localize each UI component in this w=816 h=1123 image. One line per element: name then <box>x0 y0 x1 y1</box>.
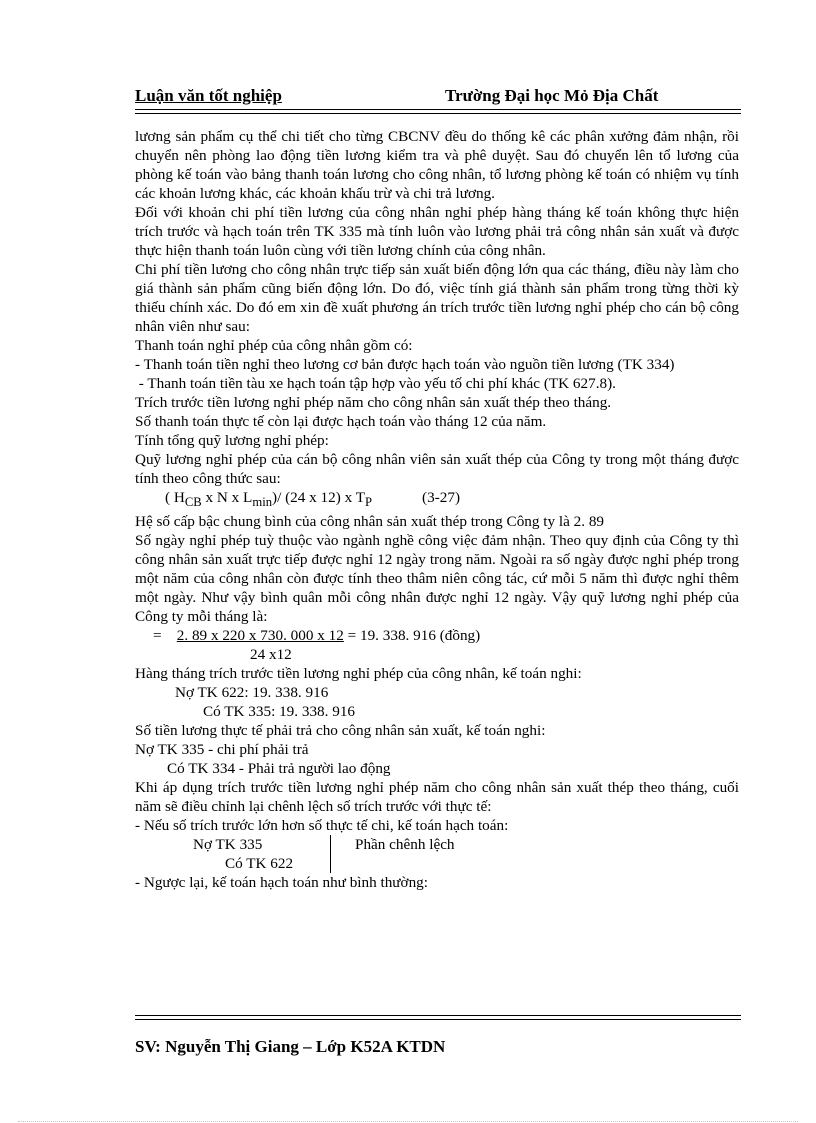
t-account-debit: Nợ TK 335 <box>193 836 263 854</box>
header-rule-bottom <box>135 113 741 114</box>
formula-3-27: ( $H_{CB}$ x N x $L_{min})/$ (24 x 12) x $T_P$ (3-27) <box>165 489 461 510</box>
paragraph-fund-formula-intro: Quỹ lương nghỉ phép của cán bộ công nhân viên sản xuất thép của Công ty trong một tháng được tính theo công thức sau: <box>135 451 739 487</box>
equation-numerator: 2. 89 x 220 x 730. 000 x 12 <box>176 627 344 645</box>
page-bottom-dotted-edge <box>18 1121 798 1122</box>
paragraph-leave-cost: Đối với khoản chi phí tiền lương của công nhân nghỉ phép hàng tháng kế toán không thực hiện trích trước và hạch toán trên TK 335 mà tính luôn vào lương phải trả công nhân sản xuất và được thực hiện thanh toán luôn cùng với tiền lương chính của công nhân. <box>135 204 739 259</box>
paragraph-if-greater: - Nếu số trích trước lớn hơn số thực tế chi, kế toán hạch toán: <box>135 817 509 835</box>
footer-rule-bottom <box>135 1019 741 1020</box>
paragraph-payment-basic: - Thanh toán tiền nghỉ theo lương cơ bản được hạch toán vào nguồn tiền lương (TK 334) <box>135 356 675 373</box>
formula-number: (3-27) <box>422 489 461 506</box>
footer-rule-top <box>135 1015 741 1016</box>
paragraph-otherwise: - Ngược lại, kế toán hạch toán như bình thường: <box>135 874 428 892</box>
paragraph-leave-days: Số ngày nghỉ phép tuỳ thuộc vào ngành nghề công việc đảm nhận. Theo quy định của Công ty thì công nhân sản xuất trực tiếp được nghỉ 12 ngày trong năm. Ngoài ra số ngày được nghỉ phép trong một năm của công nhân còn được tính theo thâm niên công tác, cứ mỗi 5 năm thì được nghỉ thêm một ngày. Như vậy bình quân mỗi công nhân được nghỉ 12 ngày. Vậy quỹ lương nghỉ phép của Công ty mỗi tháng là: <box>135 532 739 626</box>
paragraph-total-fund: Tính tổng quỹ lương nghỉ phép: <box>135 432 329 449</box>
entry-debit-335: Nợ TK 335 - chi phí phải trả <box>135 741 309 759</box>
equation-result: = 19. 338. 916 (đồng) <box>343 627 481 645</box>
paragraph-actual-payment: Số tiền lương thực tế phải trả cho công nhân sản xuất, kế toán nghi: <box>135 722 546 740</box>
t-account-divider <box>330 854 355 873</box>
page-header <box>135 86 741 108</box>
paragraph-monthly-accrual: Hàng tháng trích trước tiền lương nghỉ phép của công nhân, kế toán nghi: <box>135 665 582 683</box>
t-account-row-2 <box>135 854 739 873</box>
header-thesis-title: Luận văn tốt nghiệp <box>135 86 282 105</box>
entry-debit-622: Nợ TK 622: 19. 338. 916 <box>175 684 329 702</box>
footer-student-info: SV: Nguyễn Thị Giang – Lớp K52A KTDN <box>135 1037 446 1056</box>
paragraph-payment-travel: - Thanh toán tiền tàu xe hạch toán tập hợp vào yếu tố chi phí khác (TK 627.8). <box>135 375 616 392</box>
t-account-row-1 <box>135 835 739 854</box>
entry-credit-334: Có TK 334 - Phải trả người lao động <box>167 760 391 778</box>
header-rule-top <box>135 109 741 110</box>
paragraph-cost-fluctuation: Chi phí tiền lương cho công nhân trực tiếp sản xuất biến động lớn qua các tháng, điều này làm cho giá thành sản phẩm cũng biến động lớn. Do đó, việc tính giá thành sản phẩm trong từng thời kỳ thiếu chính xác. Do đó em xin đề xuất phương án trích trước tiền lương nghỉ phép cho cán bộ công nhân viên như sau: <box>135 261 739 335</box>
paragraph-accrual: Trích trước tiền lương nghỉ phép năm cho công nhân sản xuất thép theo tháng. <box>135 394 612 411</box>
paragraph-year-end-adjust: Khi áp dụng trích trước tiền lương nghỉ phép năm cho công nhân sản xuất thép theo tháng, cuối năm sẽ điều chỉnh lại chênh lệch số trích trước với thực tế: <box>135 779 739 816</box>
equation-fund-value: = 2. 89 x 220 x 730. 000 x 12 = 19. 338. 916 (đồng) <box>153 627 481 645</box>
paragraph-remaining: Số thanh toán thực tế còn lại được hạch toán vào tháng 12 của năm. <box>135 413 547 430</box>
t-account-right: Phần chênh lệch <box>330 835 455 854</box>
paragraph-grade-coefficient: Hệ số cấp bậc chung bình của công nhân sản xuất thép trong Công ty là 2. 89 <box>135 513 605 531</box>
document-body <box>135 127 739 892</box>
t-account-credit: Có TK 622 <box>225 855 294 873</box>
entry-credit-335: Có TK 335: 19. 338. 916 <box>203 703 356 721</box>
paragraph-salary-process: lương sản phẩm cụ thể chi tiết cho từng CBCNV đều do thống kê các phân xưởng đảm nhận, rồi chuyển nên phòng lao động tiền lương kiểm tra và phê duyệt. Sau đó chuyển lên tổ lương của phòng kế toán vào bảng thanh toán lương cho công nhân, tổ lương phòng kế toán có nhiệm vụ tính các khoản lương khác, các khoản khấu trừ và chi trả lương. <box>135 128 739 202</box>
equation-denominator: 24 x12 <box>250 646 292 664</box>
paragraph-payment-intro: Thanh toán nghỉ phép của công nhân gồm có: <box>135 337 413 354</box>
header-university: Trường Đại học Mỏ Địa Chất <box>445 86 659 105</box>
